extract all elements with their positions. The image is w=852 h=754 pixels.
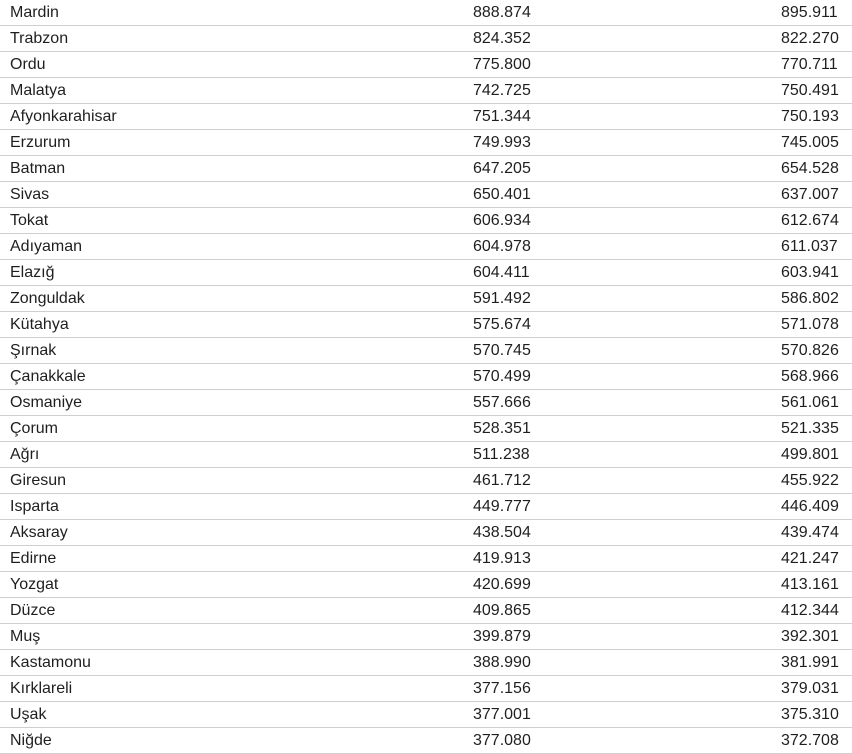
value-first-column: 824.352 bbox=[473, 30, 531, 47]
table-row bbox=[0, 234, 852, 260]
value-first-column: 511.238 bbox=[473, 446, 530, 463]
table-row bbox=[0, 130, 852, 156]
value-first-column: 604.978 bbox=[473, 238, 531, 255]
value-first-column: 570.745 bbox=[473, 342, 531, 359]
table-row bbox=[0, 312, 852, 338]
table-row bbox=[0, 546, 852, 572]
table-row bbox=[0, 572, 852, 598]
province-name: Edirne bbox=[10, 550, 57, 567]
province-name: Çorum bbox=[10, 420, 59, 437]
value-second-column: 568.966 bbox=[781, 368, 839, 385]
value-second-column: 372.708 bbox=[781, 732, 839, 749]
value-first-column: 377.080 bbox=[473, 732, 531, 749]
table-row bbox=[0, 390, 852, 416]
value-second-column: 750.193 bbox=[781, 108, 839, 125]
province-name: Zonguldak bbox=[10, 290, 85, 307]
value-second-column: 770.711 bbox=[781, 56, 838, 73]
table-row bbox=[0, 52, 852, 78]
value-first-column: 647.205 bbox=[473, 160, 531, 177]
value-first-column: 575.674 bbox=[473, 316, 531, 333]
province-name: Elazığ bbox=[10, 264, 55, 281]
value-second-column: 379.031 bbox=[781, 680, 839, 697]
value-first-column: 399.879 bbox=[473, 628, 531, 645]
table-row bbox=[0, 416, 852, 442]
value-second-column: 571.078 bbox=[781, 316, 839, 333]
province-name: Ağrı bbox=[10, 446, 40, 463]
value-first-column: 606.934 bbox=[473, 212, 531, 229]
province-name: Çanakkale bbox=[10, 368, 86, 385]
table-row bbox=[0, 728, 852, 754]
province-name: Osmaniye bbox=[10, 394, 83, 411]
value-second-column: 745.005 bbox=[781, 134, 839, 151]
value-first-column: 604.411 bbox=[473, 264, 530, 281]
province-name: Isparta bbox=[10, 498, 59, 515]
table-row bbox=[0, 182, 852, 208]
province-name: Tokat bbox=[10, 212, 49, 229]
value-second-column: 612.674 bbox=[781, 212, 839, 229]
table-row bbox=[0, 260, 852, 286]
province-name: Malatya bbox=[10, 82, 67, 99]
value-first-column: 888.874 bbox=[473, 4, 531, 21]
table-row bbox=[0, 702, 852, 728]
value-first-column: 420.699 bbox=[473, 576, 531, 593]
province-name: Afyonkarahisar bbox=[10, 108, 117, 125]
province-name: Yozgat bbox=[10, 576, 59, 593]
value-second-column: 413.161 bbox=[781, 576, 839, 593]
province-name: Uşak bbox=[10, 706, 47, 723]
value-second-column: 499.801 bbox=[781, 446, 839, 463]
table-row bbox=[0, 156, 852, 182]
value-second-column: 381.991 bbox=[781, 654, 839, 671]
value-first-column: 409.865 bbox=[473, 602, 531, 619]
value-first-column: 438.504 bbox=[473, 524, 531, 541]
value-first-column: 419.913 bbox=[473, 550, 531, 567]
table-row bbox=[0, 468, 852, 494]
value-second-column: 750.491 bbox=[781, 82, 839, 99]
province-name: Şırnak bbox=[10, 342, 57, 359]
value-second-column: 654.528 bbox=[781, 160, 839, 177]
province-name: Niğde bbox=[10, 732, 52, 749]
value-first-column: 461.712 bbox=[473, 472, 531, 489]
province-name: Ordu bbox=[10, 56, 46, 73]
table-row bbox=[0, 338, 852, 364]
table-row bbox=[0, 598, 852, 624]
table-row bbox=[0, 78, 852, 104]
table-row bbox=[0, 520, 852, 546]
province-name: Trabzon bbox=[10, 30, 69, 47]
value-second-column: 439.474 bbox=[781, 524, 839, 541]
value-first-column: 749.993 bbox=[473, 134, 531, 151]
value-second-column: 637.007 bbox=[781, 186, 839, 203]
value-first-column: 377.001 bbox=[473, 706, 531, 723]
table-row bbox=[0, 442, 852, 468]
table-row bbox=[0, 494, 852, 520]
province-name: Kastamonu bbox=[10, 654, 91, 671]
value-second-column: 412.344 bbox=[781, 602, 839, 619]
table-row bbox=[0, 26, 852, 52]
value-second-column: 586.802 bbox=[781, 290, 839, 307]
table-row bbox=[0, 286, 852, 312]
value-first-column: 557.666 bbox=[473, 394, 531, 411]
value-second-column: 455.922 bbox=[781, 472, 839, 489]
value-second-column: 446.409 bbox=[781, 498, 839, 515]
value-second-column: 375.310 bbox=[781, 706, 839, 723]
table-row bbox=[0, 104, 852, 130]
value-second-column: 521.335 bbox=[781, 420, 839, 437]
province-name: Erzurum bbox=[10, 134, 71, 151]
value-second-column: 421.247 bbox=[781, 550, 839, 567]
value-second-column: 392.301 bbox=[781, 628, 839, 645]
value-second-column: 895.911 bbox=[781, 4, 838, 21]
table-row bbox=[0, 676, 852, 702]
province-name: Aksaray bbox=[10, 524, 68, 541]
value-first-column: 528.351 bbox=[473, 420, 531, 437]
province-name: Muş bbox=[10, 628, 41, 645]
value-first-column: 449.777 bbox=[473, 498, 531, 515]
value-first-column: 388.990 bbox=[473, 654, 531, 671]
table-row bbox=[0, 650, 852, 676]
province-name: Kırklareli bbox=[10, 680, 73, 697]
province-name: Batman bbox=[10, 160, 66, 177]
province-name: Mardin bbox=[10, 4, 59, 21]
value-first-column: 650.401 bbox=[473, 186, 531, 203]
table-row bbox=[0, 624, 852, 650]
table-row bbox=[0, 0, 852, 26]
value-second-column: 822.270 bbox=[781, 30, 839, 47]
value-second-column: 611.037 bbox=[781, 238, 838, 255]
province-name: Sivas bbox=[10, 186, 50, 203]
province-name: Adıyaman bbox=[10, 238, 83, 255]
value-second-column: 570.826 bbox=[781, 342, 839, 359]
table-row bbox=[0, 208, 852, 234]
province-name: Kütahya bbox=[10, 316, 69, 333]
value-first-column: 377.156 bbox=[473, 680, 531, 697]
table-row bbox=[0, 364, 852, 390]
province-name: Düzce bbox=[10, 602, 56, 619]
value-first-column: 751.344 bbox=[473, 108, 531, 125]
value-first-column: 570.499 bbox=[473, 368, 531, 385]
value-first-column: 742.725 bbox=[473, 82, 531, 99]
value-second-column: 561.061 bbox=[781, 394, 839, 411]
value-second-column: 603.941 bbox=[781, 264, 839, 281]
value-first-column: 775.800 bbox=[473, 56, 531, 73]
value-first-column: 591.492 bbox=[473, 290, 531, 307]
province-name: Giresun bbox=[10, 472, 67, 489]
